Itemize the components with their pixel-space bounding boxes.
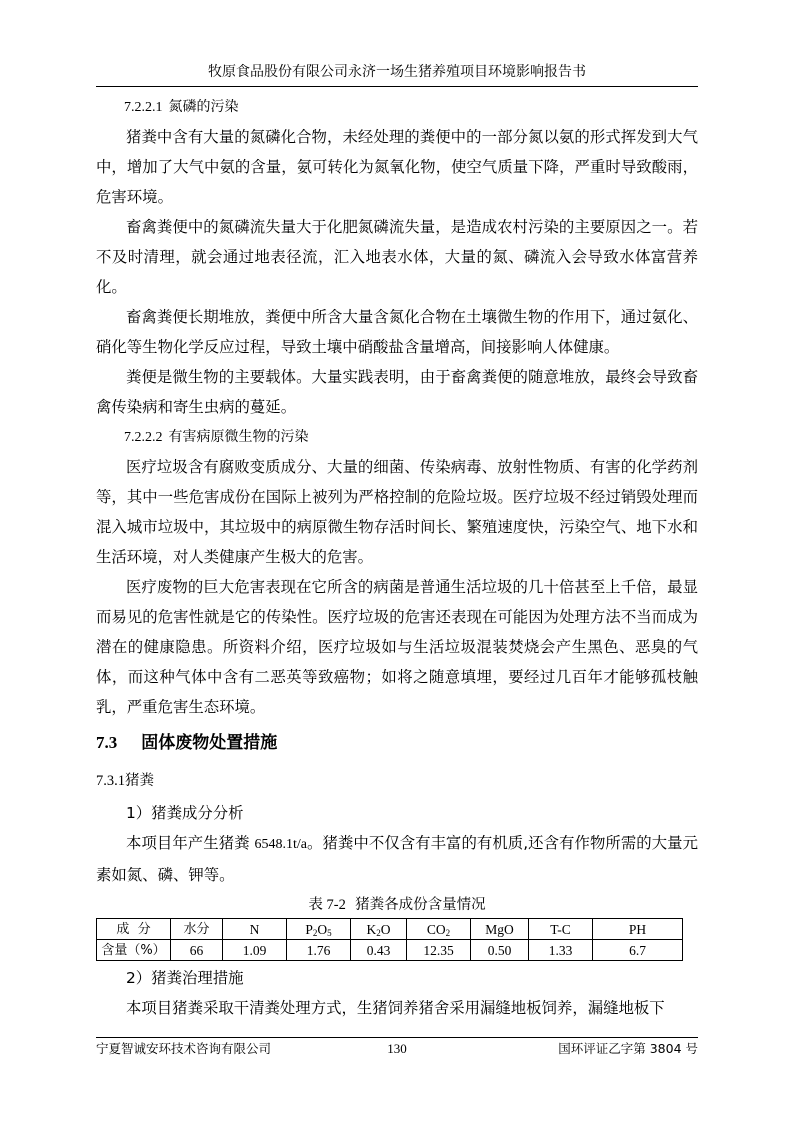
page-number: 130 bbox=[387, 1041, 407, 1056]
table-row bbox=[97, 940, 683, 961]
section-heading-7-2-2-1 bbox=[96, 94, 698, 122]
page-footer bbox=[96, 1041, 698, 1057]
footer-divider bbox=[96, 1037, 698, 1038]
list-item-1: 1）猪粪成分分析 bbox=[126, 804, 244, 822]
document-body bbox=[96, 94, 698, 1023]
header-cell-tc: T-C bbox=[529, 919, 593, 940]
table-cell: 6.7 bbox=[593, 940, 683, 961]
table-cell: 0.50 bbox=[471, 940, 529, 961]
section-title: 有害病原微生物的污染 bbox=[168, 429, 309, 445]
section-heading-7-3 bbox=[96, 722, 698, 764]
table-cell: 0.43 bbox=[351, 940, 407, 961]
header-cell-n: N bbox=[223, 919, 287, 940]
table-header-row bbox=[97, 919, 683, 940]
header-cell-p2o5: $P_2O_5$ bbox=[287, 919, 351, 940]
header-cell-water: 水分 bbox=[171, 919, 223, 940]
paragraph: 猪粪中含有大量的氮磷化合物，未经处理的粪便中的一部分氮以氨的形式挥发到大气中，增加了大气中氨的含量，氨可转化为氮氧化物，使空气质量下降，严重时导致酸雨，危害环境。 bbox=[96, 128, 698, 206]
table-cell: 66 bbox=[171, 940, 223, 961]
header-divider bbox=[96, 86, 698, 87]
header-cell-component: 成 分 bbox=[97, 919, 171, 940]
manure-amount: 6548.1t/a bbox=[254, 837, 307, 852]
section-heading-7-2-2-2 bbox=[96, 424, 698, 452]
list-item-2: 2）猪粪治理措施 bbox=[126, 969, 244, 987]
section-number: 7.3.1 bbox=[96, 773, 125, 789]
paragraph: 医疗废物的巨大危害表现在它所含的病菌是普通生活垃圾的几十倍甚至上千倍，最显而易见的危害性就是它的传染性。医疗垃圾的危害还表现在可能因为处理方法不当而成为潜在的健康隐患。所资料介绍，医疗垃圾如与生活垃圾混装焚烧会产生黑色、恶臭的气体，而这种气体中含有二恶英等致癌物；如将之随意填埋，要经过几百年才能够孤枝触乳，严重危害生态环境。 bbox=[96, 578, 698, 716]
section-number: 7.2.2.1 bbox=[124, 100, 163, 115]
table-cell: 1.76 bbox=[287, 940, 351, 961]
table-cell: 1.33 bbox=[529, 940, 593, 961]
paragraph: 粪便是微生物的主要载体。大量实践表明，由于畜禽粪便的随意堆放，最终会导致畜禽传染病和寄生虫病的蔓延。 bbox=[96, 368, 698, 416]
table-number: 表 7-2 bbox=[308, 897, 346, 913]
footer-company: 宁夏智诚安环技术咨询有限公司 bbox=[96, 1041, 272, 1056]
header-cell-ph: PH bbox=[593, 919, 683, 940]
table-title: 猪粪各成份含量情况 bbox=[355, 897, 486, 913]
section-heading-7-3-1 bbox=[96, 764, 698, 798]
section-title: 固体废物处置措施 bbox=[141, 733, 278, 753]
section-title: 猪粪 bbox=[125, 773, 154, 789]
text-lead: 本项目年产生猪粪 bbox=[126, 834, 250, 852]
header-cell-mgo: MgO bbox=[471, 919, 529, 940]
composition-table bbox=[96, 918, 683, 961]
table-cell: 12.35 bbox=[407, 940, 471, 961]
row-label-cell: 含量（%） bbox=[97, 940, 171, 961]
header-cell-co2: $CO_2$ bbox=[407, 919, 471, 940]
header-cell-k2o: $K_2O$ bbox=[351, 919, 407, 940]
page-header-title: 牧原食品股份有限公司永济一场生猪养殖项目环境影响报告书 bbox=[208, 64, 586, 80]
paragraph: 畜禽粪便长期堆放，粪便中所含大量含氮化合物在土壤微生物的作用下，通过氨化、硝化等生物化学反应过程，导致土壤中硝酸盐含量增高，间接影响人体健康。 bbox=[96, 308, 698, 356]
table-caption bbox=[96, 892, 698, 918]
paragraph-manure-amount bbox=[96, 828, 698, 890]
paragraph: 医疗垃圾含有腐败变质成分、大量的细菌、传染病毒、放射性物质、有害的化学药剂等，其中一些危害成份在国际上被列为严格控制的危险垃圾。医疗垃圾不经过销毁处理而混入城市垃圾中，其垃圾中的病原微生物存活时间长、繁殖速度快，污染空气、地下水和生活环境，对人类健康产生极大的危害。 bbox=[96, 458, 698, 566]
section-number: 7.2.2.2 bbox=[124, 430, 163, 445]
paragraph: 畜禽粪便中的氮磷流失量大于化肥氮磷流失量，是造成农村污染的主要原因之一。若不及时清理，就会通过地表径流，汇入地表水体，大量的氮、磷流入会导致水体富营养化。 bbox=[96, 218, 698, 296]
section-title: 氮磷的污染 bbox=[168, 99, 239, 115]
paragraph: 本项目猪粪采取干清粪处理方式，生猪饲养猪舍采用漏缝地板饲养，漏缝地板下 bbox=[126, 999, 665, 1017]
section-number: 7.3 bbox=[96, 733, 118, 752]
table-cell: 1.09 bbox=[223, 940, 287, 961]
text-rest: 。猪粪中不仅含有丰富的有机质,还含有作物所需的大量元素如氮、磷、钾等。 bbox=[96, 834, 698, 884]
footer-certificate: 国环评证乙字第 3804 号 bbox=[558, 1041, 698, 1056]
